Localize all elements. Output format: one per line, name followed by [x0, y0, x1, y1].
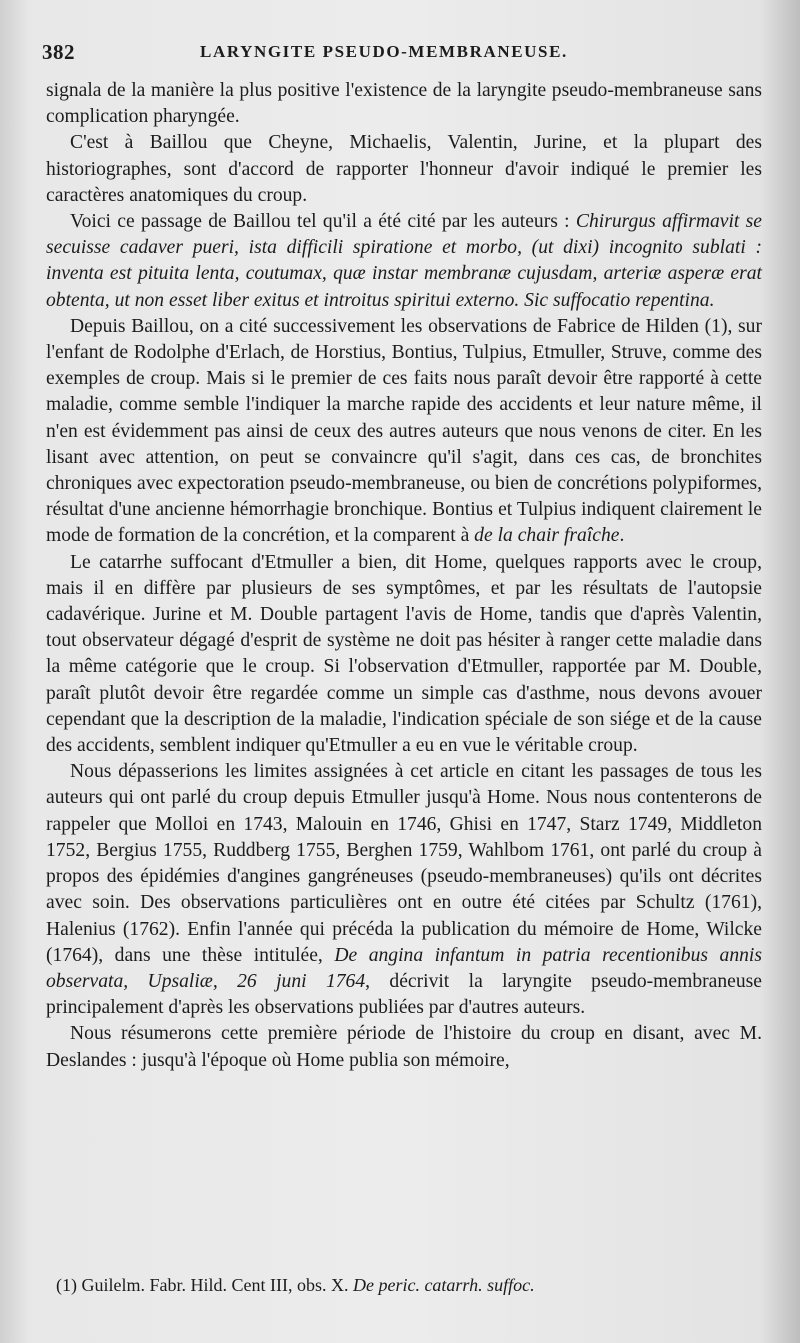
paragraph-3 [46, 209, 762, 314]
paragraph-6-text: Nous dépasserions les limites assignées à cet article en citant les passages de tous les auteurs qui ont parlé du croup depuis Etmuller jusqu'à Home. Nous nous contenterons de rappeler que Molloi en 1743, Malouin en 1746, Ghisi en 1747, Starz 1749, Middleton 1752, Bergius 1755, Ruddberg 1755, Berghen 1759, Wahlbom 1761, ont parlé du croup à propos des épidémies d'angines gangréneuses (pseudo-membraneuses) qu'ils ont décrites avec soin. Des observations particulières ont en outre été citées par Schultz (1761), Halenius (1762). Enfin l'année qui précéda la publication du mémoire de Home, Wilcke (1764), dans une thèse intitulée, [46, 761, 762, 966]
paragraph-1-text: signala de la manière la plus positive l'existence de la laryngite pseudo-membraneuse sans complication pharyngée. [46, 80, 762, 128]
body-text [46, 78, 762, 1074]
paragraph-4-end: . [619, 525, 625, 547]
paragraph-2-text: C'est à Baillou que Cheyne, Michaelis, Valentin, Jurine, et la plupart des historiographes, sont d'accord de rapporter l'honneur d'avoir indiqué le premier les caractères anatomiques du croup. [46, 132, 762, 206]
running-title: LARYNGITE PSEUDO-MEMBRANEUSE. [200, 42, 568, 61]
paragraph-6-end: , décrivit la laryngite pseudo-membraneuse principalement d'après les observations publiées par d'autres auteurs. [46, 970, 762, 1019]
paragraph-1 [46, 78, 762, 130]
paragraph-5 [46, 550, 762, 760]
paragraph-6 [46, 759, 762, 1021]
footnote-italic: De peric. catarrh. suffoc. [352, 1275, 535, 1295]
footnote-text: (1) Guilelm. Fabr. Hild. Cent III, obs. X. [56, 1275, 353, 1295]
page-header [42, 40, 762, 74]
paragraph-4 [46, 314, 762, 550]
paragraph-7-text: Nous résumerons cette première période de l'histoire du croup en disant, avec M. Deslandes : jusqu'à l'époque où Home publia son mémoire, [46, 1023, 762, 1071]
thesis-title: De angina infantum in patria recentionibus annis observata, Upsaliæ, 26 juni 1764 [46, 944, 762, 992]
paragraph-2 [46, 130, 762, 209]
latin-quotation: Chirurgus affirmavit se secuisse cadaver pueri, ista difficili spiratione et morbo, (ut dixi) incognito sublati : inventa est pituita lenta, coutumax, quæ instar membranæ cujusdam, arteriæ asperæ erat obtenta, ut non esset liber exitus et introitus spiritui externo. Sic suffocatio repentina. [46, 211, 762, 311]
paragraph-3-text: Voici ce passage de Baillou tel qu'il a été cité par les auteurs : [70, 211, 576, 233]
paragraph-7 [46, 1021, 762, 1073]
paragraph-4-italic: de la chair fraîche [474, 525, 620, 547]
paragraph-5-text: Le catarrhe suffocant d'Etmuller a bien, dit Home, quelques rapports avec le croup, mais il en diffère par plusieurs de ses symptômes, et par les résultats de l'autopsie cadavérique. Jurine et M. Double partagent l'avis de Home, tandis que d'après Valentin, tout observateur dégagé d'esprit de système ne doit pas hésiter à ranger cette maladie dans la même catégorie que le croup. Si l'observation d'Etmuller, rapportée par M. Double, paraît plutôt devoir être regardée comme un simple cas d'asthme, nous devons avouer cependant que la description de la maladie, l'indication spéciale de son siége et de la cause des accidents, semblent indiquer qu'Etmuller a eu en vue le véritable croup. [46, 551, 762, 757]
page-number: 382 [42, 40, 75, 64]
footnote [56, 1273, 766, 1297]
paragraph-4-text: Depuis Baillou, on a cité successivement les observations de Fabrice de Hilden (1), sur l'enfant de Rodolphe d'Erlach, de Horstius, Bontius, Tulpius, Etmuller, Struve, comme des exemples de croup. Mais si le premier de ces faits nous paraît devoir être rapporté à cette maladie, comme semble l'indiquer la marche rapide des accidents et leur nature même, il n'en est évidemment pas ainsi de ceux des autres auteurs que nous venons de citer. En les lisant avec attention, on peut se convaincre qu'il s'agit, dans ces cas, de bronchites chroniques avec expectoration pseudo-membraneuse, ou bien de concrétions polypiformes, résultat d'une ancienne hémorrhagie bronchique. Bontius et Tulpius indiquent clairement le mode de formation de la concrétion, et la comparent à [46, 315, 762, 547]
